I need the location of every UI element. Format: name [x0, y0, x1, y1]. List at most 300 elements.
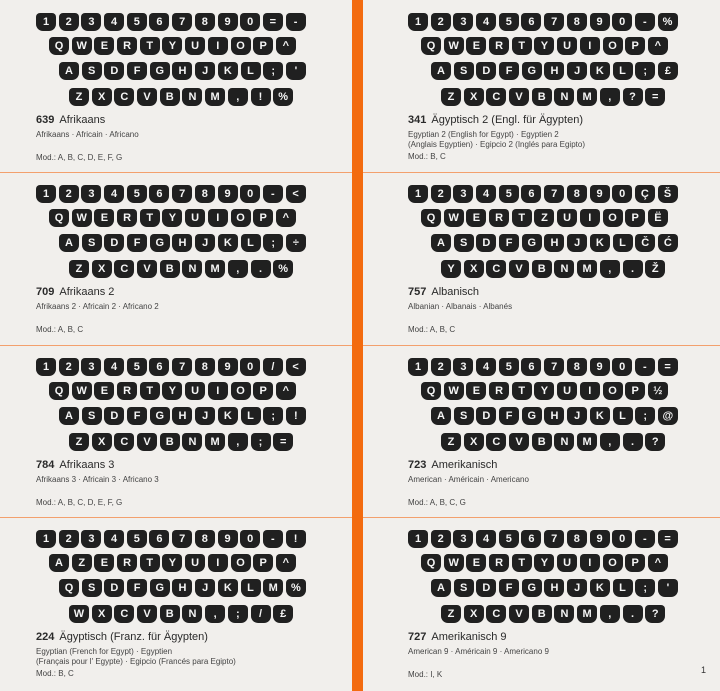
- key-cap: .: [623, 260, 643, 278]
- key-cap: B: [532, 260, 552, 278]
- key-cap: <: [286, 358, 306, 376]
- key-cap: D: [476, 407, 496, 425]
- key-row: [36, 13, 306, 31]
- key-row: [69, 88, 293, 106]
- key-cap: X: [464, 260, 484, 278]
- key-cap: 3: [453, 530, 473, 548]
- key-cap: /: [251, 605, 271, 623]
- key-cap: A: [431, 62, 451, 80]
- key-cap: 8: [195, 530, 215, 548]
- key-cap: 4: [104, 185, 124, 203]
- key-cap: 5: [499, 13, 519, 31]
- key-cap: R: [117, 37, 137, 55]
- key-cap: M: [205, 260, 225, 278]
- key-cap: 8: [195, 358, 215, 376]
- key-cap: M: [205, 88, 225, 106]
- key-cap: Ç: [635, 185, 655, 203]
- key-cap: P: [253, 554, 273, 572]
- key-cap: 9: [590, 358, 610, 376]
- key-cap: F: [499, 62, 519, 80]
- key-cap: Y: [162, 382, 182, 400]
- key-cap: T: [512, 382, 532, 400]
- key-row: [49, 37, 296, 55]
- key-cap: V: [137, 88, 157, 106]
- key-cap: 8: [567, 358, 587, 376]
- key-cap: ;: [263, 407, 283, 425]
- key-cap: O: [603, 37, 623, 55]
- key-cap: 2: [431, 530, 451, 548]
- key-cap: K: [218, 234, 238, 252]
- layout-entry: [0, 517, 352, 689]
- key-cap: ;: [263, 62, 283, 80]
- layout-entry: [363, 172, 720, 344]
- key-row: [421, 382, 668, 400]
- key-row: [408, 530, 678, 548]
- key-cap: 3: [81, 358, 101, 376]
- page-number: 1: [700, 665, 706, 675]
- key-cap: Z: [534, 209, 554, 227]
- key-cap: B: [160, 605, 180, 623]
- key-cap: 1: [408, 185, 428, 203]
- key-cap: 8: [567, 185, 587, 203]
- key-cap: X: [92, 605, 112, 623]
- key-row: [49, 209, 296, 227]
- key-cap: U: [185, 554, 205, 572]
- key-cap: 0: [612, 13, 632, 31]
- layout-number: 757: [408, 286, 427, 298]
- layout-title: [36, 631, 208, 643]
- key-cap: A: [431, 579, 451, 597]
- key-cap: T: [512, 209, 532, 227]
- key-cap: =: [273, 433, 293, 451]
- key-cap: @: [658, 407, 678, 425]
- key-cap: M: [263, 579, 283, 597]
- keyboard-illustration: [0, 345, 352, 451]
- key-cap: G: [150, 234, 170, 252]
- key-cap: N: [182, 605, 202, 623]
- key-row: [69, 605, 293, 623]
- key-row: [36, 358, 306, 376]
- key-cap: J: [195, 234, 215, 252]
- key-cap: K: [218, 407, 238, 425]
- key-cap: T: [512, 37, 532, 55]
- key-cap: W: [444, 37, 464, 55]
- key-cap: ^: [276, 554, 296, 572]
- key-cap: J: [195, 579, 215, 597]
- key-cap: ^: [276, 209, 296, 227]
- layout-translations: Egyptian (French for Egypt) · Egyptien: [36, 647, 173, 656]
- key-cap: 9: [590, 185, 610, 203]
- key-cap: £: [273, 605, 293, 623]
- layout-number: 709: [36, 286, 55, 298]
- layout-entry: [363, 345, 720, 517]
- key-cap: Y: [534, 554, 554, 572]
- key-cap: T: [512, 554, 532, 572]
- key-cap: %: [658, 13, 678, 31]
- keyboard-illustration: [0, 517, 352, 623]
- layout-number: 723: [408, 459, 427, 471]
- key-cap: R: [489, 209, 509, 227]
- key-cap: A: [431, 234, 451, 252]
- key-cap: 5: [127, 358, 147, 376]
- key-row: [431, 407, 678, 425]
- key-cap: 4: [476, 185, 496, 203]
- key-cap: ,: [600, 433, 620, 451]
- key-cap: ^: [648, 37, 668, 55]
- key-cap: U: [557, 382, 577, 400]
- key-cap: 0: [612, 185, 632, 203]
- layout-title: [408, 631, 507, 643]
- layout-translations: Afrikaans 2 · Africain 2 · Africano 2: [36, 302, 159, 311]
- layout-name: Ägyptisch 2 (Engl. für Ägypten): [431, 114, 583, 126]
- key-cap: L: [613, 234, 633, 252]
- key-cap: 1: [408, 358, 428, 376]
- key-cap: ?: [645, 433, 665, 451]
- key-cap: Y: [534, 382, 554, 400]
- key-cap: V: [137, 605, 157, 623]
- key-cap: 2: [431, 13, 451, 31]
- key-cap: H: [172, 62, 192, 80]
- key-cap: ^: [648, 554, 668, 572]
- model-list: Mod.: A, B, C: [36, 325, 84, 334]
- key-cap: S: [82, 407, 102, 425]
- key-cap: -: [286, 13, 306, 31]
- key-cap: H: [172, 407, 192, 425]
- key-cap: S: [454, 579, 474, 597]
- key-cap: 1: [36, 358, 56, 376]
- key-cap: -: [635, 13, 655, 31]
- key-cap: W: [444, 554, 464, 572]
- layout-translations: Albanian · Albanais · Albanés: [408, 302, 513, 311]
- key-cap: K: [590, 579, 610, 597]
- model-list: Mod.: A, B, C, D, E, F, G: [36, 498, 123, 507]
- key-cap: S: [454, 407, 474, 425]
- key-cap: ;: [635, 407, 655, 425]
- key-cap: -: [263, 185, 283, 203]
- key-cap: C: [114, 260, 134, 278]
- key-cap: N: [554, 605, 574, 623]
- key-cap: I: [580, 382, 600, 400]
- key-cap: A: [59, 407, 79, 425]
- key-cap: F: [127, 234, 147, 252]
- key-cap: S: [82, 579, 102, 597]
- key-cap: N: [182, 88, 202, 106]
- key-cap: Š: [658, 185, 678, 203]
- key-row: [49, 382, 296, 400]
- key-cap: W: [72, 382, 92, 400]
- layout-number: 341: [408, 114, 427, 126]
- key-cap: ,: [600, 605, 620, 623]
- key-cap: 5: [127, 530, 147, 548]
- layout-translations: American 9 · Américain 9 · Americano 9: [408, 647, 549, 656]
- key-cap: 4: [104, 530, 124, 548]
- layout-number: 639: [36, 114, 55, 126]
- layout-translations: American · Américain · Americano: [408, 475, 529, 484]
- key-cap: G: [522, 579, 542, 597]
- key-cap: H: [544, 234, 564, 252]
- key-cap: V: [137, 260, 157, 278]
- key-cap: C: [486, 88, 506, 106]
- layout-entry: [0, 345, 352, 517]
- key-cap: A: [431, 407, 451, 425]
- key-cap: 9: [590, 13, 610, 31]
- key-cap: H: [544, 407, 564, 425]
- key-row: [408, 185, 678, 203]
- key-row: [431, 62, 678, 80]
- key-cap: 7: [172, 530, 192, 548]
- key-cap: T: [140, 37, 160, 55]
- key-cap: W: [444, 209, 464, 227]
- key-cap: ^: [276, 37, 296, 55]
- key-cap: L: [613, 407, 633, 425]
- key-cap: D: [476, 579, 496, 597]
- key-cap: 2: [59, 530, 79, 548]
- key-cap: V: [509, 88, 529, 106]
- key-cap: G: [150, 579, 170, 597]
- key-cap: 4: [104, 13, 124, 31]
- key-cap: 7: [544, 358, 564, 376]
- key-cap: ;: [635, 62, 655, 80]
- key-cap: Q: [421, 37, 441, 55]
- key-cap: B: [160, 260, 180, 278]
- key-cap: 2: [431, 358, 451, 376]
- key-cap: N: [554, 88, 574, 106]
- key-cap: 6: [149, 530, 169, 548]
- key-cap: =: [658, 530, 678, 548]
- key-cap: O: [231, 37, 251, 55]
- key-cap: N: [182, 433, 202, 451]
- key-cap: V: [509, 260, 529, 278]
- key-cap: D: [476, 234, 496, 252]
- key-cap: £: [658, 62, 678, 80]
- key-cap: B: [532, 88, 552, 106]
- key-row: [36, 530, 306, 548]
- key-cap: O: [231, 382, 251, 400]
- key-cap: 0: [612, 358, 632, 376]
- key-cap: 5: [127, 185, 147, 203]
- key-cap: Y: [162, 209, 182, 227]
- key-cap: C: [486, 605, 506, 623]
- key-cap: Z: [72, 554, 92, 572]
- model-list: Mod.: I, K: [408, 670, 443, 679]
- key-cap: I: [208, 382, 228, 400]
- key-cap: 3: [81, 13, 101, 31]
- key-cap: U: [185, 209, 205, 227]
- layout-title: [408, 286, 479, 298]
- key-cap: M: [577, 605, 597, 623]
- key-cap: Y: [441, 260, 461, 278]
- key-cap: %: [286, 579, 306, 597]
- key-cap: Q: [49, 37, 69, 55]
- key-cap: K: [218, 62, 238, 80]
- keyboard-illustration: [363, 517, 720, 623]
- key-cap: A: [49, 554, 69, 572]
- model-list: Mod.: A, B, C: [408, 325, 456, 334]
- key-cap: .: [251, 260, 271, 278]
- key-cap: !: [251, 88, 271, 106]
- key-cap: Z: [69, 88, 89, 106]
- key-cap: H: [172, 579, 192, 597]
- key-cap: 8: [195, 185, 215, 203]
- key-cap: T: [140, 209, 160, 227]
- key-row: [59, 62, 306, 80]
- key-cap: E: [466, 37, 486, 55]
- key-cap: L: [241, 579, 261, 597]
- key-cap: 7: [544, 185, 564, 203]
- key-cap: C: [486, 433, 506, 451]
- layout-title: [36, 114, 105, 126]
- key-cap: D: [104, 62, 124, 80]
- layout-name: Afrikaans 3: [59, 459, 115, 471]
- key-row: [431, 234, 678, 252]
- key-cap: 8: [195, 13, 215, 31]
- key-cap: S: [454, 234, 474, 252]
- key-cap: W: [72, 37, 92, 55]
- key-cap: B: [160, 433, 180, 451]
- key-cap: T: [140, 554, 160, 572]
- key-cap: <: [286, 185, 306, 203]
- key-cap: ÷: [286, 234, 306, 252]
- key-cap: 1: [408, 13, 428, 31]
- key-cap: X: [92, 88, 112, 106]
- key-cap: 5: [499, 358, 519, 376]
- key-cap: 2: [431, 185, 451, 203]
- layout-number: 784: [36, 459, 55, 471]
- layout-number: 224: [36, 631, 55, 643]
- key-cap: X: [464, 88, 484, 106]
- key-row: [59, 234, 306, 252]
- key-cap: E: [466, 382, 486, 400]
- key-cap: B: [532, 605, 552, 623]
- key-cap: I: [208, 37, 228, 55]
- key-cap: H: [544, 62, 564, 80]
- key-cap: D: [104, 407, 124, 425]
- key-cap: 5: [499, 185, 519, 203]
- key-cap: Q: [421, 209, 441, 227]
- key-cap: Q: [59, 579, 79, 597]
- key-cap: H: [172, 234, 192, 252]
- key-cap: I: [580, 209, 600, 227]
- key-cap: 5: [127, 13, 147, 31]
- model-list: Mod.: B, C: [408, 152, 446, 161]
- key-cap: I: [580, 554, 600, 572]
- key-cap: R: [117, 382, 137, 400]
- key-cap: 3: [453, 358, 473, 376]
- key-cap: R: [117, 554, 137, 572]
- keyboard-illustration: [0, 172, 352, 278]
- key-row: [59, 407, 306, 425]
- key-cap: E: [94, 209, 114, 227]
- key-cap: 6: [521, 358, 541, 376]
- key-cap: Y: [534, 37, 554, 55]
- key-cap: 8: [567, 530, 587, 548]
- key-cap: X: [464, 433, 484, 451]
- key-cap: !: [286, 407, 306, 425]
- key-cap: =: [658, 358, 678, 376]
- key-cap: 9: [590, 530, 610, 548]
- key-cap: L: [613, 579, 633, 597]
- key-row: [36, 185, 306, 203]
- key-cap: =: [645, 88, 665, 106]
- key-cap: D: [476, 62, 496, 80]
- key-cap: E: [94, 37, 114, 55]
- key-cap: W: [72, 209, 92, 227]
- key-cap: F: [499, 407, 519, 425]
- key-cap: D: [104, 579, 124, 597]
- key-cap: S: [454, 62, 474, 80]
- key-cap: K: [590, 62, 610, 80]
- key-row: [69, 433, 293, 451]
- key-cap: S: [82, 234, 102, 252]
- key-cap: 4: [476, 530, 496, 548]
- key-row: [441, 88, 665, 106]
- key-cap: J: [567, 579, 587, 597]
- key-row: [408, 13, 678, 31]
- layout-name: Amerikanisch 9: [431, 631, 507, 643]
- key-cap: .: [623, 433, 643, 451]
- key-cap: D: [104, 234, 124, 252]
- key-cap: 6: [521, 185, 541, 203]
- key-cap: 7: [172, 13, 192, 31]
- key-cap: G: [150, 407, 170, 425]
- key-cap: P: [253, 37, 273, 55]
- key-cap: P: [253, 209, 273, 227]
- key-cap: 3: [453, 13, 473, 31]
- key-cap: V: [509, 433, 529, 451]
- key-cap: N: [554, 260, 574, 278]
- key-row: [441, 260, 665, 278]
- key-row: [408, 358, 678, 376]
- key-cap: ½: [648, 382, 668, 400]
- key-cap: G: [522, 234, 542, 252]
- model-list: Mod.: A, B, C, D, E, F, G: [36, 153, 123, 162]
- key-row: [49, 554, 296, 572]
- key-cap: 5: [499, 530, 519, 548]
- key-cap: 1: [36, 530, 56, 548]
- key-cap: 9: [218, 530, 238, 548]
- key-cap: ;: [635, 579, 655, 597]
- key-cap: U: [557, 554, 577, 572]
- key-cap: Č: [635, 234, 655, 252]
- key-cap: I: [580, 37, 600, 55]
- key-cap: /: [263, 358, 283, 376]
- key-cap: O: [603, 382, 623, 400]
- key-cap: 7: [544, 530, 564, 548]
- key-cap: ;: [263, 234, 283, 252]
- key-cap: J: [567, 234, 587, 252]
- key-cap: 7: [544, 13, 564, 31]
- key-row: [421, 37, 668, 55]
- key-cap: L: [241, 234, 261, 252]
- key-cap: M: [577, 88, 597, 106]
- key-row: [69, 260, 293, 278]
- key-cap: U: [557, 209, 577, 227]
- key-cap: Ć: [658, 234, 678, 252]
- key-cap: !: [286, 530, 306, 548]
- layout-translations-cont: (Anglais Egyptien) · Egipcio 2 (Inglés para Egipto): [408, 140, 585, 149]
- key-row: [421, 209, 668, 227]
- key-cap: X: [464, 605, 484, 623]
- key-cap: 1: [408, 530, 428, 548]
- key-cap: 6: [149, 185, 169, 203]
- key-cap: K: [590, 407, 610, 425]
- key-cap: ,: [205, 605, 225, 623]
- key-row: [421, 554, 668, 572]
- key-cap: A: [59, 62, 79, 80]
- key-cap: Q: [421, 382, 441, 400]
- key-cap: I: [208, 209, 228, 227]
- key-cap: J: [195, 407, 215, 425]
